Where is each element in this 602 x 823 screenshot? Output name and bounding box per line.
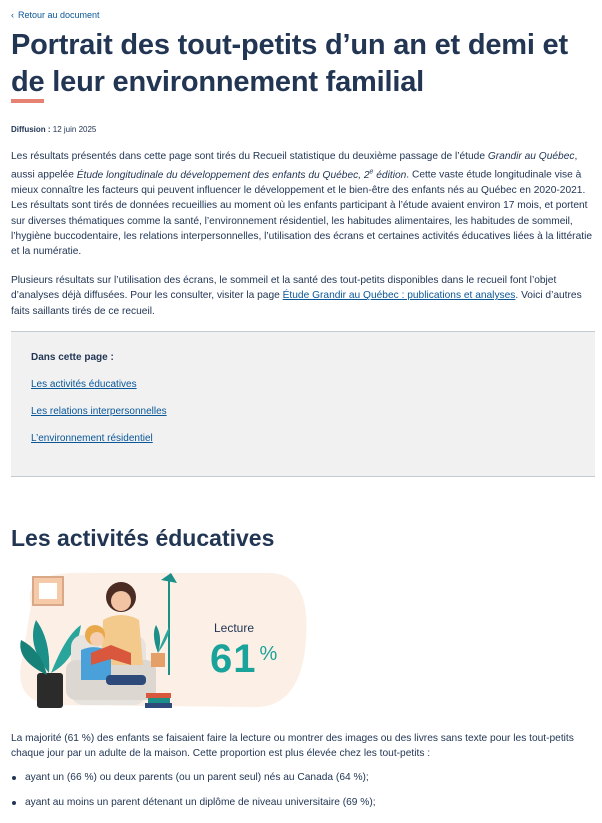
intro-text: . Cette vaste étude longitudinale vise à mieux connaître les facteurs qui peuvent influencer le développement et le bien-être des enfants nés au Québec en 2020-2021. Les résultats sont tirés de données recueillies au moment où les enfants participant à l’étude avaient environ 17 mois, et portent sur diverses thématiques comme la santé, l’environnement résidentiel, les habitudes alimentaires, les habitudes de sommeil, l’hygiène buccodentaire, les relations interpersonnelles, l’utilisation des écrans et certaines activités éducatives liées à la littératie et la numératie. xyxy=(11,169,593,258)
study-full-name-text: Étude longitudinale du développement des enfants du Québec, 2 xyxy=(76,169,370,181)
diffusion-label: Diffusion : xyxy=(11,125,51,134)
stat-number: 61 xyxy=(210,637,257,681)
table-of-contents xyxy=(11,331,595,477)
list-item: ayant un (66 %) ou deux parents (ou un parent seul) nés au Canada (64 %); xyxy=(11,770,593,795)
back-link[interactable] xyxy=(11,10,100,20)
toc-link-activites[interactable]: Les activités éducatives xyxy=(31,379,137,390)
diffusion-info xyxy=(11,125,96,134)
intro-text: . Voici d’autres faits saillants tirés de ce recueil. xyxy=(11,290,582,317)
study-full-name xyxy=(77,170,407,181)
study-edition-sup: e xyxy=(369,168,374,176)
diffusion-date: 12 juin 2025 xyxy=(52,125,97,134)
intro-text: Plusieurs résultats sur l’utilisation des écrans, le sommeil et la santé des tout-petits disponibles dans le recueil font l’objet d’analyses déjà diffusées. Pour les consulter, visiter la page xyxy=(11,275,557,302)
intro-text: , aussi appelée xyxy=(11,151,578,181)
intro-paragraph-1 xyxy=(11,149,593,259)
stat-value xyxy=(210,637,278,682)
back-link-label: Retour au document xyxy=(18,10,100,20)
stat-unit: % xyxy=(259,643,279,665)
page-title: Portrait des tout-petits d’un an et demi et de leur environnement familial xyxy=(11,29,568,98)
intro-text: Les résultats présentés dans cette page sont tirés du Recueil statistique du deuxième passage de l’étude xyxy=(11,151,488,162)
section-heading: Les activités éducatives xyxy=(11,525,275,551)
publications-link[interactable]: Étude Grandir au Québec : publications et analyses xyxy=(282,290,516,302)
section-bullets xyxy=(11,770,593,820)
title-underline xyxy=(11,99,44,103)
section-body: La majorité (61 %) des enfants se faisaient faire la lecture ou montrer des images ou des livres sans texte pour les tout-petits chaque jour par un adulte de la maison. Cette proportion est plus élevée chez les tout-petits : xyxy=(11,733,574,760)
intro-paragraph-2 xyxy=(11,273,593,319)
study-edition-text: édition xyxy=(373,169,407,181)
list-item: ayant au moins un parent détenant un diplôme de niveau universitaire (69 %); xyxy=(11,795,593,820)
toc-title: Dans cette page : xyxy=(31,352,114,363)
chevron-left-icon: ‹ xyxy=(11,9,14,20)
stat-label: Lecture xyxy=(214,621,255,635)
toc-link-relations[interactable]: Les relations interpersonnelles xyxy=(31,406,167,417)
toc-link-environnement[interactable]: L’environnement résidentiel xyxy=(31,433,153,444)
study-name: Grandir au Québec xyxy=(487,151,575,162)
